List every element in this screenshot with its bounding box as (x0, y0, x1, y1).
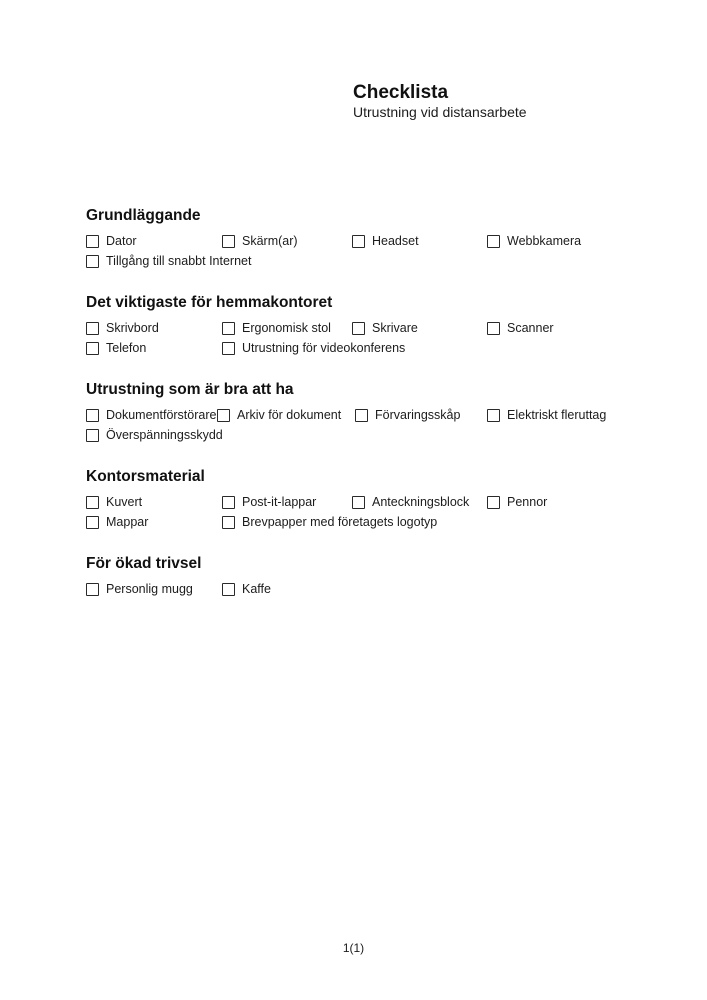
checklist-item[interactable] (86, 338, 222, 358)
section-heading: För ökad trivsel (86, 555, 202, 572)
checkbox[interactable] (86, 255, 99, 268)
checkbox[interactable] (222, 322, 235, 335)
checklist-content (86, 208, 626, 623)
checklist-item[interactable] (86, 512, 222, 532)
checklist-item[interactable] (352, 231, 487, 251)
item-label: Utrustning för videokonferens (242, 340, 406, 355)
item-label: Post-it-lappar (242, 494, 317, 509)
checklist-item[interactable] (86, 425, 223, 445)
section-trivsel (86, 556, 626, 599)
checklist-item[interactable] (86, 318, 222, 338)
item-label: Dator (106, 233, 137, 248)
checklist-item[interactable] (222, 318, 352, 338)
section-items (86, 231, 626, 271)
section-kontorsmaterial (86, 469, 626, 532)
item-label: Scanner (507, 320, 554, 335)
item-label: Tillgång till snabbt Internet (106, 253, 252, 268)
section-heading: Utrustning som är bra att ha (86, 381, 294, 398)
checkbox[interactable] (352, 496, 365, 509)
checklist-item[interactable] (352, 492, 487, 512)
item-label: Mappar (106, 514, 149, 529)
page-title: Checklista (353, 82, 449, 103)
checkbox[interactable] (86, 496, 99, 509)
section-items (86, 318, 626, 358)
checkbox[interactable] (487, 322, 500, 335)
item-label: Arkiv för dokument (237, 407, 342, 422)
page-number: 1(1) (342, 941, 365, 955)
item-label: Kuvert (106, 494, 143, 509)
checkbox[interactable] (487, 409, 500, 422)
item-label: Skrivbord (106, 320, 159, 335)
checklist-item[interactable] (352, 318, 487, 338)
checklist-item[interactable] (487, 231, 626, 251)
section-items (86, 405, 626, 445)
page-subtitle: Utrustning vid distansarbete (353, 104, 527, 120)
checklist-item[interactable] (487, 318, 626, 338)
checkbox[interactable] (86, 322, 99, 335)
checkbox[interactable] (222, 496, 235, 509)
item-label: Skrivare (372, 320, 418, 335)
section-heading: Grundläggande (86, 207, 201, 224)
item-label: Dokumentförstörare (106, 407, 217, 422)
item-label: Telefon (106, 340, 147, 355)
section-grundlaggande (86, 208, 626, 271)
checkbox[interactable] (352, 235, 365, 248)
item-label: Headset (372, 233, 419, 248)
checklist-item[interactable] (222, 338, 406, 358)
section-items (86, 579, 626, 599)
checklist-item[interactable] (86, 251, 252, 271)
title-block (353, 82, 527, 121)
section-hemmakontoret (86, 295, 626, 358)
checkbox[interactable] (86, 583, 99, 596)
item-label: Skärm(ar) (242, 233, 298, 248)
item-label: Anteckningsblock (372, 494, 470, 509)
checkbox[interactable] (222, 516, 235, 529)
checklist-item[interactable] (217, 405, 355, 425)
checkbox[interactable] (86, 429, 99, 442)
item-label: Brevpapper med företagets logotyp (242, 514, 438, 529)
checkbox[interactable] (86, 342, 99, 355)
checklist-item[interactable] (86, 579, 222, 599)
checkbox[interactable] (86, 409, 99, 422)
item-label: Webbkamera (507, 233, 582, 248)
checklist-item[interactable] (86, 492, 222, 512)
checkbox[interactable] (86, 235, 99, 248)
item-label: Kaffe (242, 581, 271, 596)
checklist-item[interactable] (86, 231, 222, 251)
section-heading: Det viktigaste för hemmakontoret (86, 294, 333, 311)
checklist-item[interactable] (222, 512, 438, 532)
checklist-item[interactable] (487, 492, 626, 512)
section-bra-att-ha (86, 382, 626, 445)
checklist-item[interactable] (222, 231, 352, 251)
item-label: Elektriskt fleruttag (507, 407, 607, 422)
checkbox[interactable] (222, 235, 235, 248)
checkbox[interactable] (355, 409, 368, 422)
item-label: Personlig mugg (106, 581, 193, 596)
checklist-item[interactable] (487, 405, 626, 425)
item-label: Överspänningsskydd (106, 427, 223, 442)
checkbox[interactable] (222, 342, 235, 355)
checkbox[interactable] (86, 516, 99, 529)
section-heading: Kontorsmaterial (86, 468, 205, 485)
item-label: Pennor (507, 494, 548, 509)
checklist-item[interactable] (222, 579, 352, 599)
section-items (86, 492, 626, 532)
item-label: Förvaringsskåp (375, 407, 461, 422)
checkbox[interactable] (222, 583, 235, 596)
item-label: Ergonomisk stol (242, 320, 331, 335)
checklist-item[interactable] (86, 405, 217, 425)
checklist-item[interactable] (222, 492, 352, 512)
checkbox[interactable] (487, 235, 500, 248)
checkbox[interactable] (487, 496, 500, 509)
checkbox[interactable] (217, 409, 230, 422)
checklist-item[interactable] (355, 405, 487, 425)
checkbox[interactable] (352, 322, 365, 335)
